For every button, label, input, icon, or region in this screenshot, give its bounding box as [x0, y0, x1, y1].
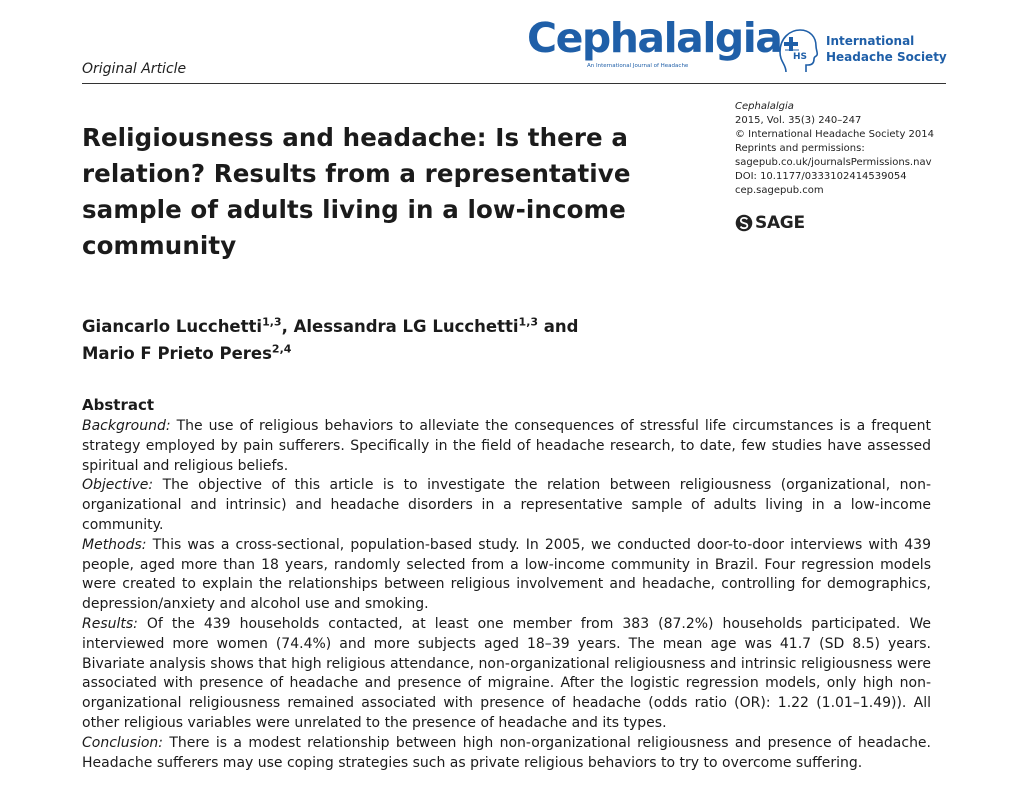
citation-permissions-link[interactable]: sagepub.co.uk/journalsPermissions.nav [735, 157, 932, 168]
section-label: Methods: [82, 536, 147, 553]
citation-copyright: © International Headache Society 2014 [735, 129, 934, 140]
author-separator: and [538, 317, 579, 336]
society-name-line2: Headache Society [826, 50, 947, 64]
journal-logo-subtitle: An International Journal of Headache [587, 63, 689, 69]
citation-reprints: Reprints and permissions: [735, 143, 865, 154]
section-text: The use of religious behaviors to alleviate the consequences of stressful life circumstances is a frequent strategy employed by pain sufferers. Specifically in the field of headache research, to date, few studies have assessed spiritual and religious beliefs. [82, 418, 931, 474]
citation-site-link[interactable]: cep.sagepub.com [735, 185, 824, 196]
journal-logo [527, 14, 782, 78]
journal-logo-text: Cephalalgia [527, 14, 782, 62]
author-list [82, 313, 682, 367]
svg-text:HS: HS [793, 52, 808, 62]
author-name: Alessandra LG Lucchetti [293, 317, 519, 336]
abstract-methods [82, 536, 931, 615]
section-label: Objective: [82, 477, 154, 494]
author-name: Giancarlo Lucchetti [82, 317, 263, 336]
society-logo [772, 26, 947, 78]
abstract-body [82, 417, 931, 773]
author-affiliation: 2,4 [271, 342, 292, 356]
sage-mark-icon [735, 214, 753, 232]
citation-info [735, 100, 965, 198]
article-type: Original Article [82, 61, 187, 77]
abstract-objective [82, 476, 931, 535]
abstract-conclusion [82, 734, 931, 774]
abstract-results [82, 615, 931, 734]
society-name-line1: International [826, 34, 915, 48]
abstract-heading: Abstract [82, 396, 155, 414]
section-text: Of the 439 households contacted, at least one member from 383 (87.2%) households participated. We interviewed more women (74.4%) and more subjects aged 18–39 years. The mean age was 41.7 (SD 8.5) years. Bivariate analysis shows that high religious attendance, non-organizational religiousness and intrinsic religiousness were associated with presence of headache and presence of migraine. After the logistic regression models, only high non-organizational religiousness remained associated with presence of headache (odds ratio (OR): 1.22 (1.01–1.49)). All other religious variables were unrelated to the presence of headache and its types. [82, 615, 931, 731]
citation-doi[interactable]: DOI: 10.1177/0333102414539054 [735, 171, 907, 182]
section-label: Conclusion: [82, 734, 164, 751]
author-name: Mario F Prieto Peres [82, 344, 272, 363]
section-text: The objective of this article is to investigate the relation between religiousness (organizational, non-organizational and intrinsic) and headache disorders in a representative sample of adults living in a low-income community. [82, 477, 931, 533]
citation-volume: 2015, Vol. 35(3) 240–247 [735, 115, 862, 126]
society-name [826, 33, 947, 65]
citation-journal: Cephalalgia [735, 101, 794, 112]
abstract-background [82, 417, 931, 476]
article-title: Religiousness and headache: Is there a relation? Results from a representative sample of adults living in a low-income community [82, 123, 631, 260]
section-text: This was a cross-sectional, population-based study. In 2005, we conducted door-to-door interviews with 439 people, aged more than 18 years, randomly selected from a low-income community in Brazil. Four regression models were created to explain the relationships between religious involvement and headache, controlling for demographics, depression/anxiety and alcohol use and smoking. [82, 536, 931, 613]
ihs-head-icon [772, 26, 822, 76]
header-rule [82, 83, 946, 84]
author-separator: , [281, 317, 294, 336]
section-label: Results: [82, 615, 138, 632]
sage-logo-text: SAGE [755, 213, 805, 233]
sage-logo [735, 212, 805, 234]
section-label: Background: [82, 418, 171, 434]
author-affiliation: 1,3 [262, 315, 282, 329]
author-affiliation: 1,3 [518, 315, 539, 329]
section-text: There is a modest relationship between high non-organizational religiousness and presence of headache. Headache sufferers may use coping strategies such as private religious behaviors to try to overcome suffering. [82, 734, 931, 771]
